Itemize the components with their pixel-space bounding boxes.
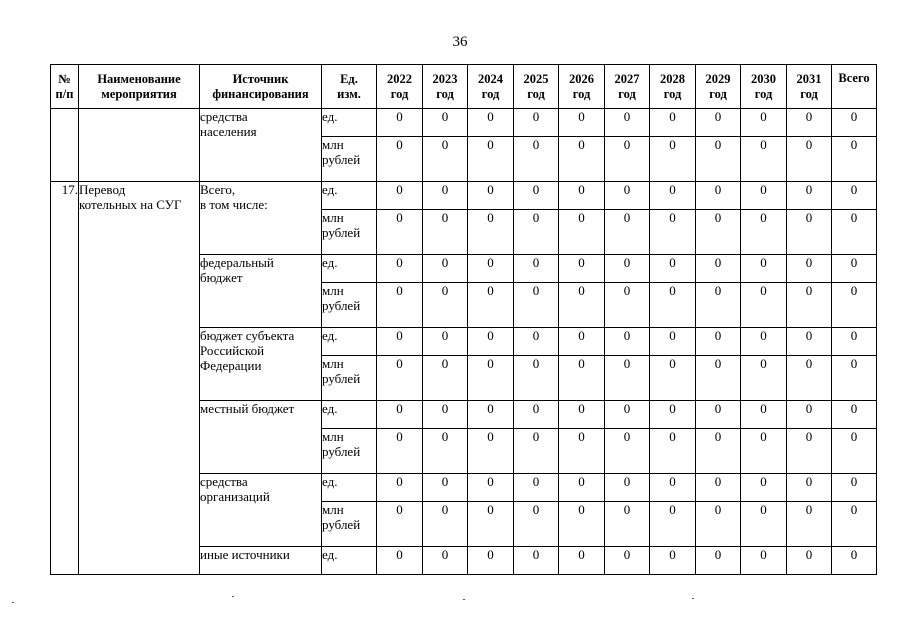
year-value: 0 bbox=[741, 474, 787, 502]
header-year: 2027 год bbox=[605, 65, 650, 109]
table-row bbox=[51, 109, 877, 137]
year-value: 0 bbox=[650, 137, 696, 182]
year-value: 0 bbox=[741, 255, 787, 283]
year-value: 0 bbox=[559, 255, 605, 283]
year-value: 0 bbox=[787, 210, 832, 255]
speck bbox=[232, 596, 234, 597]
year-value: 0 bbox=[468, 255, 514, 283]
financing-source: средства организаций bbox=[200, 474, 322, 547]
year-value: 0 bbox=[377, 547, 423, 575]
header-num: № п/п bbox=[51, 65, 79, 109]
year-value: 0 bbox=[605, 474, 650, 502]
financing-source: средства населения bbox=[200, 109, 322, 182]
year-value: 0 bbox=[650, 283, 696, 328]
year-value: 0 bbox=[423, 137, 468, 182]
row-number: 17. bbox=[51, 182, 79, 575]
year-value: 0 bbox=[468, 137, 514, 182]
year-value: 0 bbox=[650, 401, 696, 429]
year-value: 0 bbox=[514, 182, 559, 210]
year-value: 0 bbox=[514, 210, 559, 255]
year-value: 0 bbox=[423, 255, 468, 283]
total-value: 0 bbox=[832, 328, 877, 356]
year-value: 0 bbox=[559, 283, 605, 328]
year-value: 0 bbox=[787, 137, 832, 182]
year-value: 0 bbox=[559, 182, 605, 210]
year-value: 0 bbox=[559, 210, 605, 255]
year-value: 0 bbox=[650, 474, 696, 502]
year-value: 0 bbox=[559, 429, 605, 474]
year-value: 0 bbox=[605, 356, 650, 401]
year-value: 0 bbox=[423, 182, 468, 210]
header-source: Источник финансирования bbox=[200, 65, 322, 109]
year-value: 0 bbox=[514, 137, 559, 182]
unit-of-measure: ед. bbox=[322, 401, 377, 429]
total-value: 0 bbox=[832, 255, 877, 283]
year-value: 0 bbox=[605, 502, 650, 547]
year-value: 0 bbox=[423, 328, 468, 356]
unit-of-measure: млн рублей bbox=[322, 502, 377, 547]
year-value: 0 bbox=[559, 474, 605, 502]
measure-name: Перевод котельных на СУГ bbox=[79, 182, 200, 575]
year-value: 0 bbox=[787, 547, 832, 575]
year-value: 0 bbox=[377, 210, 423, 255]
unit-of-measure: ед. bbox=[322, 255, 377, 283]
header-year: 2031 год bbox=[787, 65, 832, 109]
year-value: 0 bbox=[559, 328, 605, 356]
year-value: 0 bbox=[696, 474, 741, 502]
year-value: 0 bbox=[787, 356, 832, 401]
year-value: 0 bbox=[423, 429, 468, 474]
year-value: 0 bbox=[468, 429, 514, 474]
year-value: 0 bbox=[787, 182, 832, 210]
year-value: 0 bbox=[377, 255, 423, 283]
year-value: 0 bbox=[696, 401, 741, 429]
table-body bbox=[51, 109, 877, 575]
unit-of-measure: млн рублей bbox=[322, 283, 377, 328]
speck bbox=[12, 602, 14, 603]
year-value: 0 bbox=[741, 429, 787, 474]
year-value: 0 bbox=[696, 547, 741, 575]
year-value: 0 bbox=[605, 210, 650, 255]
year-value: 0 bbox=[514, 109, 559, 137]
year-value: 0 bbox=[468, 401, 514, 429]
header-year: 2028 год bbox=[650, 65, 696, 109]
unit-of-measure: ед. bbox=[322, 474, 377, 502]
year-value: 0 bbox=[741, 328, 787, 356]
year-value: 0 bbox=[787, 474, 832, 502]
row-number bbox=[51, 109, 79, 182]
year-value: 0 bbox=[377, 109, 423, 137]
year-value: 0 bbox=[423, 283, 468, 328]
page-number: 36 bbox=[452, 34, 468, 50]
year-value: 0 bbox=[650, 356, 696, 401]
year-value: 0 bbox=[741, 182, 787, 210]
year-value: 0 bbox=[468, 328, 514, 356]
year-value: 0 bbox=[468, 210, 514, 255]
total-value: 0 bbox=[832, 182, 877, 210]
year-value: 0 bbox=[650, 182, 696, 210]
year-value: 0 bbox=[650, 502, 696, 547]
header-year: 2025 год bbox=[514, 65, 559, 109]
scan-specks bbox=[0, 596, 905, 606]
year-value: 0 bbox=[559, 401, 605, 429]
year-value: 0 bbox=[377, 401, 423, 429]
year-value: 0 bbox=[468, 182, 514, 210]
year-value: 0 bbox=[696, 502, 741, 547]
header-year: 2024 год bbox=[468, 65, 514, 109]
year-value: 0 bbox=[741, 137, 787, 182]
year-value: 0 bbox=[787, 283, 832, 328]
year-value: 0 bbox=[696, 283, 741, 328]
year-value: 0 bbox=[741, 547, 787, 575]
year-value: 0 bbox=[514, 401, 559, 429]
header-year: 2029 год bbox=[696, 65, 741, 109]
financing-source: федеральный бюджет bbox=[200, 255, 322, 328]
total-value: 0 bbox=[832, 401, 877, 429]
header-year: 2026 год bbox=[559, 65, 605, 109]
year-value: 0 bbox=[696, 182, 741, 210]
unit-of-measure: ед. bbox=[322, 182, 377, 210]
year-value: 0 bbox=[514, 547, 559, 575]
year-value: 0 bbox=[423, 502, 468, 547]
year-value: 0 bbox=[605, 137, 650, 182]
header-year: 2030 год bbox=[741, 65, 787, 109]
year-value: 0 bbox=[650, 547, 696, 575]
year-value: 0 bbox=[377, 137, 423, 182]
year-value: 0 bbox=[423, 474, 468, 502]
year-value: 0 bbox=[650, 210, 696, 255]
speck bbox=[692, 598, 694, 599]
year-value: 0 bbox=[468, 547, 514, 575]
year-value: 0 bbox=[605, 255, 650, 283]
measure-name bbox=[79, 109, 200, 182]
year-value: 0 bbox=[605, 283, 650, 328]
year-value: 0 bbox=[605, 182, 650, 210]
total-value: 0 bbox=[832, 283, 877, 328]
year-value: 0 bbox=[377, 356, 423, 401]
year-value: 0 bbox=[696, 137, 741, 182]
year-value: 0 bbox=[514, 429, 559, 474]
header-year: 2023 год bbox=[423, 65, 468, 109]
total-value: 0 bbox=[832, 502, 877, 547]
table-row bbox=[51, 182, 877, 210]
financing-table bbox=[50, 64, 877, 575]
year-value: 0 bbox=[468, 283, 514, 328]
year-value: 0 bbox=[605, 429, 650, 474]
year-value: 0 bbox=[514, 502, 559, 547]
year-value: 0 bbox=[514, 255, 559, 283]
total-value: 0 bbox=[832, 429, 877, 474]
year-value: 0 bbox=[377, 328, 423, 356]
year-value: 0 bbox=[468, 109, 514, 137]
year-value: 0 bbox=[423, 401, 468, 429]
year-value: 0 bbox=[559, 547, 605, 575]
year-value: 0 bbox=[605, 547, 650, 575]
year-value: 0 bbox=[741, 109, 787, 137]
year-value: 0 bbox=[696, 255, 741, 283]
year-value: 0 bbox=[377, 182, 423, 210]
header-unit: Ед. изм. bbox=[322, 65, 377, 109]
total-value: 0 bbox=[832, 210, 877, 255]
unit-of-measure: млн рублей bbox=[322, 137, 377, 182]
total-value: 0 bbox=[832, 137, 877, 182]
financing-source: Всего, в том числе: bbox=[200, 182, 322, 255]
year-value: 0 bbox=[650, 255, 696, 283]
year-value: 0 bbox=[468, 502, 514, 547]
unit-of-measure: млн рублей bbox=[322, 356, 377, 401]
year-value: 0 bbox=[650, 429, 696, 474]
total-value: 0 bbox=[832, 109, 877, 137]
total-value: 0 bbox=[832, 547, 877, 575]
year-value: 0 bbox=[741, 356, 787, 401]
year-value: 0 bbox=[559, 137, 605, 182]
year-value: 0 bbox=[787, 328, 832, 356]
unit-of-measure: млн рублей bbox=[322, 429, 377, 474]
speck bbox=[463, 599, 465, 600]
year-value: 0 bbox=[787, 109, 832, 137]
unit-of-measure: ед. bbox=[322, 547, 377, 575]
year-value: 0 bbox=[423, 356, 468, 401]
year-value: 0 bbox=[741, 283, 787, 328]
year-value: 0 bbox=[377, 502, 423, 547]
year-value: 0 bbox=[559, 502, 605, 547]
header-row bbox=[51, 65, 877, 109]
year-value: 0 bbox=[377, 474, 423, 502]
unit-of-measure: ед. bbox=[322, 109, 377, 137]
year-value: 0 bbox=[696, 429, 741, 474]
financing-source: иные источники bbox=[200, 547, 322, 575]
year-value: 0 bbox=[423, 547, 468, 575]
year-value: 0 bbox=[650, 109, 696, 137]
year-value: 0 bbox=[514, 474, 559, 502]
year-value: 0 bbox=[514, 356, 559, 401]
financing-source: бюджет субъекта Российской Федерации bbox=[200, 328, 322, 401]
year-value: 0 bbox=[787, 502, 832, 547]
year-value: 0 bbox=[787, 429, 832, 474]
year-value: 0 bbox=[423, 210, 468, 255]
year-value: 0 bbox=[468, 474, 514, 502]
year-value: 0 bbox=[696, 109, 741, 137]
year-value: 0 bbox=[514, 283, 559, 328]
year-value: 0 bbox=[696, 356, 741, 401]
year-value: 0 bbox=[468, 356, 514, 401]
year-value: 0 bbox=[605, 109, 650, 137]
unit-of-measure: млн рублей bbox=[322, 210, 377, 255]
total-value: 0 bbox=[832, 474, 877, 502]
header-name: Наименование мероприятия bbox=[79, 65, 200, 109]
header-year: 2022 год bbox=[377, 65, 423, 109]
year-value: 0 bbox=[787, 255, 832, 283]
year-value: 0 bbox=[559, 356, 605, 401]
header-total: Всего bbox=[832, 65, 877, 109]
year-value: 0 bbox=[605, 401, 650, 429]
year-value: 0 bbox=[696, 210, 741, 255]
year-value: 0 bbox=[559, 109, 605, 137]
year-value: 0 bbox=[377, 429, 423, 474]
year-value: 0 bbox=[787, 401, 832, 429]
financing-source: местный бюджет bbox=[200, 401, 322, 474]
unit-of-measure: ед. bbox=[322, 328, 377, 356]
year-value: 0 bbox=[377, 283, 423, 328]
year-value: 0 bbox=[696, 328, 741, 356]
year-value: 0 bbox=[423, 109, 468, 137]
year-value: 0 bbox=[650, 328, 696, 356]
total-value: 0 bbox=[832, 356, 877, 401]
year-value: 0 bbox=[741, 502, 787, 547]
year-value: 0 bbox=[605, 328, 650, 356]
year-value: 0 bbox=[741, 401, 787, 429]
year-value: 0 bbox=[514, 328, 559, 356]
year-value: 0 bbox=[741, 210, 787, 255]
